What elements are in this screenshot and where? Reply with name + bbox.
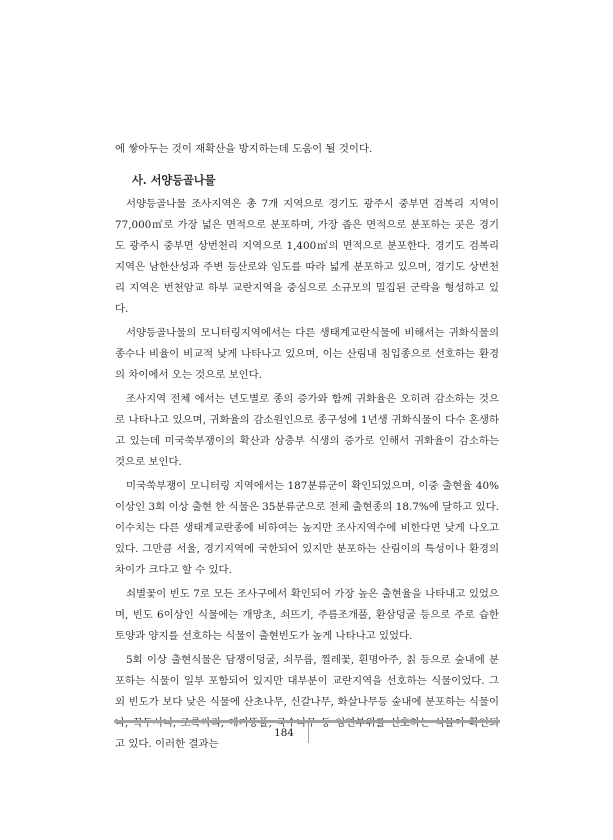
paragraph-2: 서양등골나물의 모니터링지역에서는 다른 생태계교란식물에 비해서는 귀화식물의 종수나 비율이 비교적 낮게 나타나고 있으며, 이는 산림내 침입종으로 선호하는 환경의 차이에서 오는 것으로 보인다.: [115, 327, 499, 381]
paragraph-5: 쇠별꽃이 빈도 7로 모든 조사구에서 확인되어 가장 높은 출현율을 나타내고 있었으며, 빈도 6이상인 식물에는 개망초, 쇠뜨기, 주름조개풀, 환삼덩굴 등으로 주로 습한 토양과 양지를 선호하는 식물이 출현빈도가 높게 나타나고 있었다.: [115, 588, 499, 642]
intro-text-block: [115, 139, 499, 160]
page-number: 184: [274, 727, 294, 739]
paragraph-6: 5회 이상 출현식물은 담쟁이덩굴, 쇠무릅, 찔레꽃, 흰명아주, 칡 등으로 숲내에 분포하는 식물이 일부 포함되어 있지만 대부분이 교란지역을 선호하는 식물이었다. 그 외 빈도가 보다 낮은 식물에 산초나무, 신갈나무, 화살나무등 숲내에 분포하는 식물이나, 꼭두서니, 조록싸리, 애기똥풀, 국수나무 등 임연부위를 선호하는 식물이 확인되고 있다. 이러한 결과는: [115, 654, 499, 750]
paragraph-3: 조사지역 전체 에서는 년도별로 종의 증가와 함께 귀화율은 오히려 감소하는 것으로 나타나고 있으며, 귀화율의 감소원인으로 종구성에 1년생 귀화식물이 다수 혼생하고 있는데 미국쑥부쟁이의 확산과 상층부 식생의 증가로 인해서 귀화율이 감소하는 것으로 보인다.: [115, 393, 499, 468]
footer-rule: [114, 720, 500, 723]
body-text-block: [115, 194, 499, 758]
intro-paragraph: 에 쌓아두는 것이 재확산을 방지하는데 도움이 될 것이다.: [115, 143, 373, 155]
paragraph-4: 미국쑥부쟁이 모니터링 지역에서는 187분류군이 확인되었으며, 이중 출현율 40%이상인 3회 이상 출현 한 식물은 35분류군으로 전체 출현종의 18.7%에 달하고 있다. 이수치는 다른 생태계교란종에 비하여는 높지만 조사지역수에 비한다면 낮게 나오고 있다. 그만큼 서울, 경기지역에 국한되어 있지만 분포하는 산림이의 특성이나 환경의 차이가 크다고 할 수 있다.: [115, 480, 499, 576]
footer-divider: [308, 723, 309, 743]
paragraph-1: 서양등골나물 조사지역은 총 7개 지역으로 경기도 광주시 중부면 검복리 지역이 77,000㎡로 가장 넓은 면적으로 분포하며, 가장 좁은 면적으로 분포하는 곳은 경기도 광주시 중부면 상번천리 지역으로 1,400㎡의 면적으로 분포한다. 경기도 검복리 지역은 남한산성과 주변 등산로와 임도를 따라 넓게 분포하고 있으며, 경기도 상번천리 지역은 번천암교 하부 교란지역을 중심으로 소규모의 밀집된 군락을 형성하고 있다.: [115, 198, 499, 315]
section-heading: 사. 서양등골나물: [132, 173, 216, 187]
